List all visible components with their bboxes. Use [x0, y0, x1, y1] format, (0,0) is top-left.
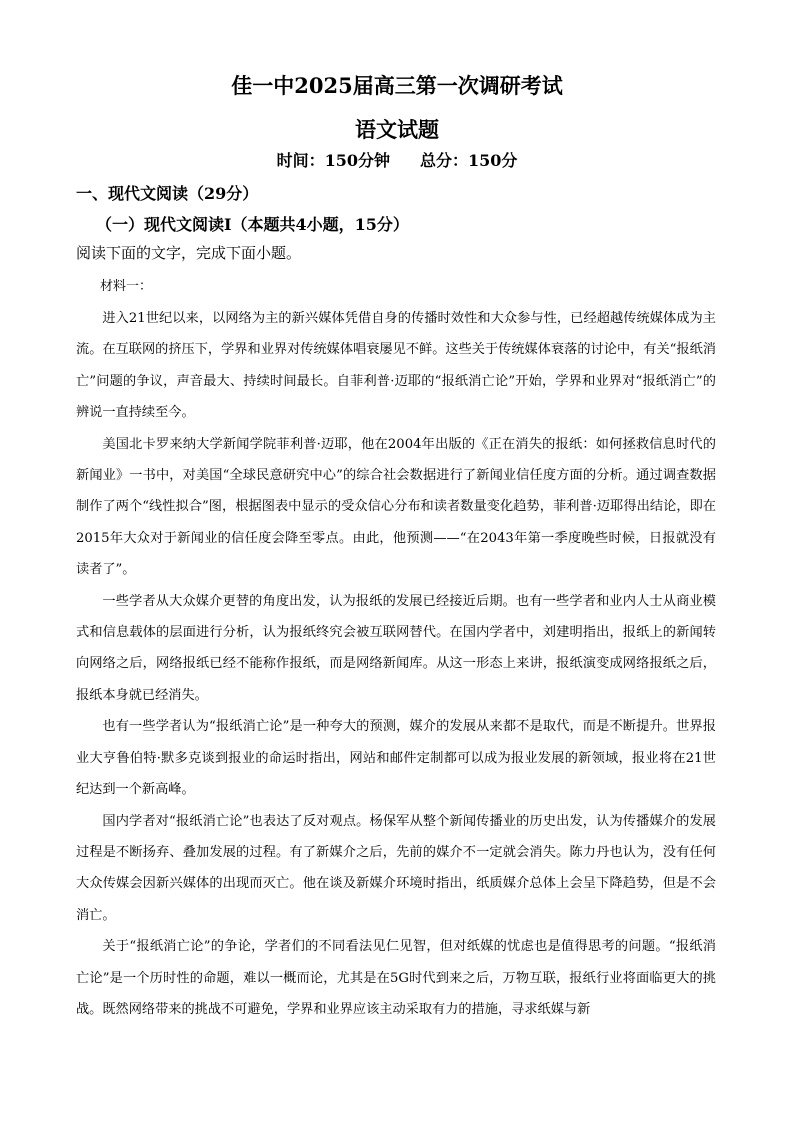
section-heading: 一、现代文阅读（29分）: [76, 184, 259, 203]
exam-title: 佳一中2025届高三第一次调研考试: [231, 73, 563, 98]
material-body: [76, 303, 716, 1025]
paragraph: 美国北卡罗来纳大学新闻学院菲利普·迈耶，他在2004年出版的《正在消失的报纸：如何拯救信息时代的新闻业》一书中，对美国“全球民意研究中心”的综合社会数据进行了新闻业信任度方面的分析。通过调查数据制作了两个“线性拟合”图，根据图表中显示的受众信心分布和读者数量变化趋势，菲利普·迈耶得出结论，即在2015年大众对于新闻业的信任度会降至零点。由此，他预测——“在2043年第一季度晚些时候，日报就没有读者了”。: [76, 436, 716, 578]
paragraph: 关于“报纸消亡论”的争论，学者们的不同看法见仁见智，但对纸媒的忧虑也是值得思考的问题。“报纸消亡论”是一个历时性的命题，难以一概而论，尤其是在5G时代到来之后，万物互联，报纸行业将面临更大的挑战。既然网络带来的挑战不可避免，学界和业界应该主动采取有力的措施，寻求纸媒与新: [76, 939, 716, 1017]
reading-instruction: 阅读下面的文字，完成下面小题。: [76, 244, 302, 262]
subject-title: 语文试题: [355, 117, 439, 142]
paragraph: 一些学者从大众媒介更替的角度出发，认为报纸的发展已经接近后期。也有一些学者和业内人士从商业模式和信息载体的层面进行分析，认为报纸终究会被互联网替代。在国内学者中，刘建明指出，报纸上的新闻转向网络之后，网络报纸已经不能称作报纸，而是网络新闻库。从这一形态上来讲，报纸演变成网络报纸之后，报纸本身就已经消失。: [76, 593, 716, 703]
material-label: 材料一：: [100, 279, 153, 294]
subsection-heading: （一）现代文阅读Ⅰ（本题共4小题，15分）: [96, 215, 409, 234]
time-label: 时间：150分钟: [276, 151, 390, 170]
score-label: 总分：150分: [420, 151, 518, 170]
paragraph: 国内学者对“报纸消亡论”也表达了反对观点。杨保军从整个新闻传播业的历史出发，认为传播媒介的发展过程是不断扬弃、叠加发展的过程。有了新媒介之后，先前的媒介不一定就会消失。陈力丹也认为，没有任何大众传媒会因新兴媒体的出现而灭亡。他在谈及新媒介环境时指出，纸质媒介总体上会呈下降趋势，但是不会消亡。: [76, 813, 716, 923]
exam-info: [0, 148, 794, 171]
paragraph: 进入21世纪以来，以网络为主的新兴媒体凭借自身的传播时效性和大众参与性，已经超越传统媒体成为主流。在互联网的挤压下，学界和业界对传统媒体唱衰屡见不鲜。这些关于传统媒体衰落的讨论中，有关“报纸消亡”问题的争议，声音最大、持续时间最长。自菲利普·迈耶的“报纸消亡论”开始，学界和业界对“报纸消亡”的辨说一直持续至今。: [76, 311, 716, 421]
paragraph: 也有一些学者认为“报纸消亡论”是一种夸大的预测，媒介的发展从来都不是取代，而是不断提升。世界报业大亨鲁伯特·默多克谈到报业的命运时指出，网站和邮件定制都可以成为报业发展的新领域，报业将在21世纪达到一个新高峰。: [76, 719, 716, 798]
